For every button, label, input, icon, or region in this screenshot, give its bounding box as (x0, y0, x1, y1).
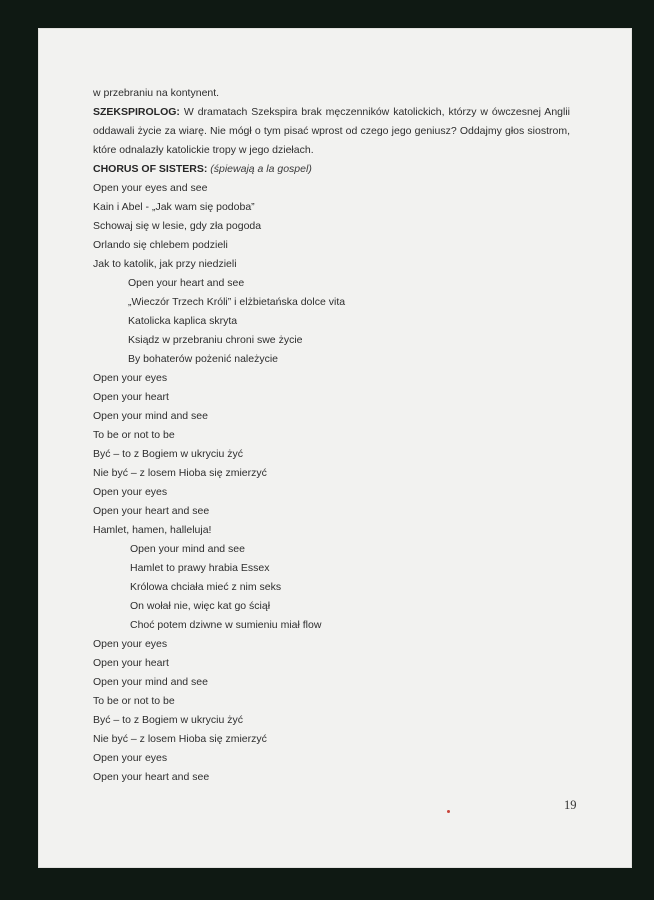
continuation-line: w przebraniu na kontynent. (93, 87, 220, 99)
lyric-line: Open your eyes (93, 486, 168, 498)
red-ink-dot (447, 810, 450, 813)
speech-line: które odnalazły katolickie tropy w jego dziełach. (93, 144, 314, 156)
page-number: 19 (564, 798, 577, 812)
lyric-line: Open your eyes (93, 752, 168, 764)
lyric-line: Królowa chciała mieć z nim seks (130, 581, 282, 593)
lyric-line: Nie być – z losem Hioba się zmierzyć (93, 467, 267, 479)
lyric-line: Open your mind and see (130, 543, 245, 555)
lyric-line: Open your eyes and see (93, 182, 208, 194)
lyric-line: „Wieczór Trzech Króli” i elżbietańska dolce vita (128, 296, 346, 308)
lyric-line: Kain i Abel - „Jak wam się podoba” (93, 201, 255, 213)
lyric-line: Być – to z Bogiem w ukryciu żyć (93, 448, 243, 460)
lyric-line: Hamlet, hamen, halleluja! (93, 524, 212, 536)
speech-line: oddawali życie za wiarę. Nie mógł o tym pisać wprost od czego jego geniusz? Oddajmy głos siostrom, (93, 125, 570, 137)
speech-line (93, 103, 570, 122)
lyric-line: Hamlet to prawy hrabia Essex (130, 562, 270, 574)
lyric-line: Jak to katolik, jak przy niedzieli (93, 258, 237, 270)
lyric-line: Open your heart and see (93, 505, 210, 517)
lyric-line: Open your mind and see (93, 410, 208, 422)
page-text (93, 84, 570, 787)
speaker-name: CHORUS OF SISTERS: (93, 163, 208, 175)
lyric-line: Nie być – z losem Hioba się zmierzyć (93, 733, 267, 745)
lyric-line: By bohaterów pożenić należycie (128, 353, 279, 365)
lyric-line: On wołał nie, więc kat go ściął (130, 600, 271, 612)
stanza-1 (93, 179, 570, 274)
lyric-line: Open your heart and see (128, 277, 245, 289)
speech-text: W dramatach Szekspira brak męczenników katolickich, którzy w ówczesnej Anglii (183, 106, 570, 118)
stanza-5 (93, 635, 570, 787)
lyric-line: To be or not to be (93, 695, 175, 707)
lyric-line: Open your heart (93, 391, 169, 403)
stanza-2 (93, 274, 570, 369)
lyric-line: Orlando się chlebem podzieli (93, 239, 228, 251)
lyric-line: Open your eyes (93, 638, 168, 650)
lyric-line: Open your eyes (93, 372, 168, 384)
stanza-3 (93, 369, 570, 540)
lyric-line: Open your heart and see (93, 771, 210, 783)
lyric-line: Katolicka kaplica skryta (128, 315, 238, 327)
lyric-line: Ksiądz w przebraniu chroni swe życie (128, 334, 303, 346)
speaker-name: SZEKSPIROLOG: (93, 106, 180, 118)
lyric-line: Choć potem dziwne w sumieniu miał flow (130, 619, 322, 631)
lyric-line: Open your mind and see (93, 676, 208, 688)
lyric-line: Schowaj się w lesie, gdy zła pogoda (93, 220, 262, 232)
lyric-line: To be or not to be (93, 429, 175, 441)
stage-direction: (śpiewają a la gospel) (210, 163, 312, 175)
stanza-4 (93, 540, 570, 635)
lyric-line: Być – to z Bogiem w ukryciu żyć (93, 714, 243, 726)
lyric-line: Open your heart (93, 657, 169, 669)
chorus-heading (93, 160, 570, 179)
